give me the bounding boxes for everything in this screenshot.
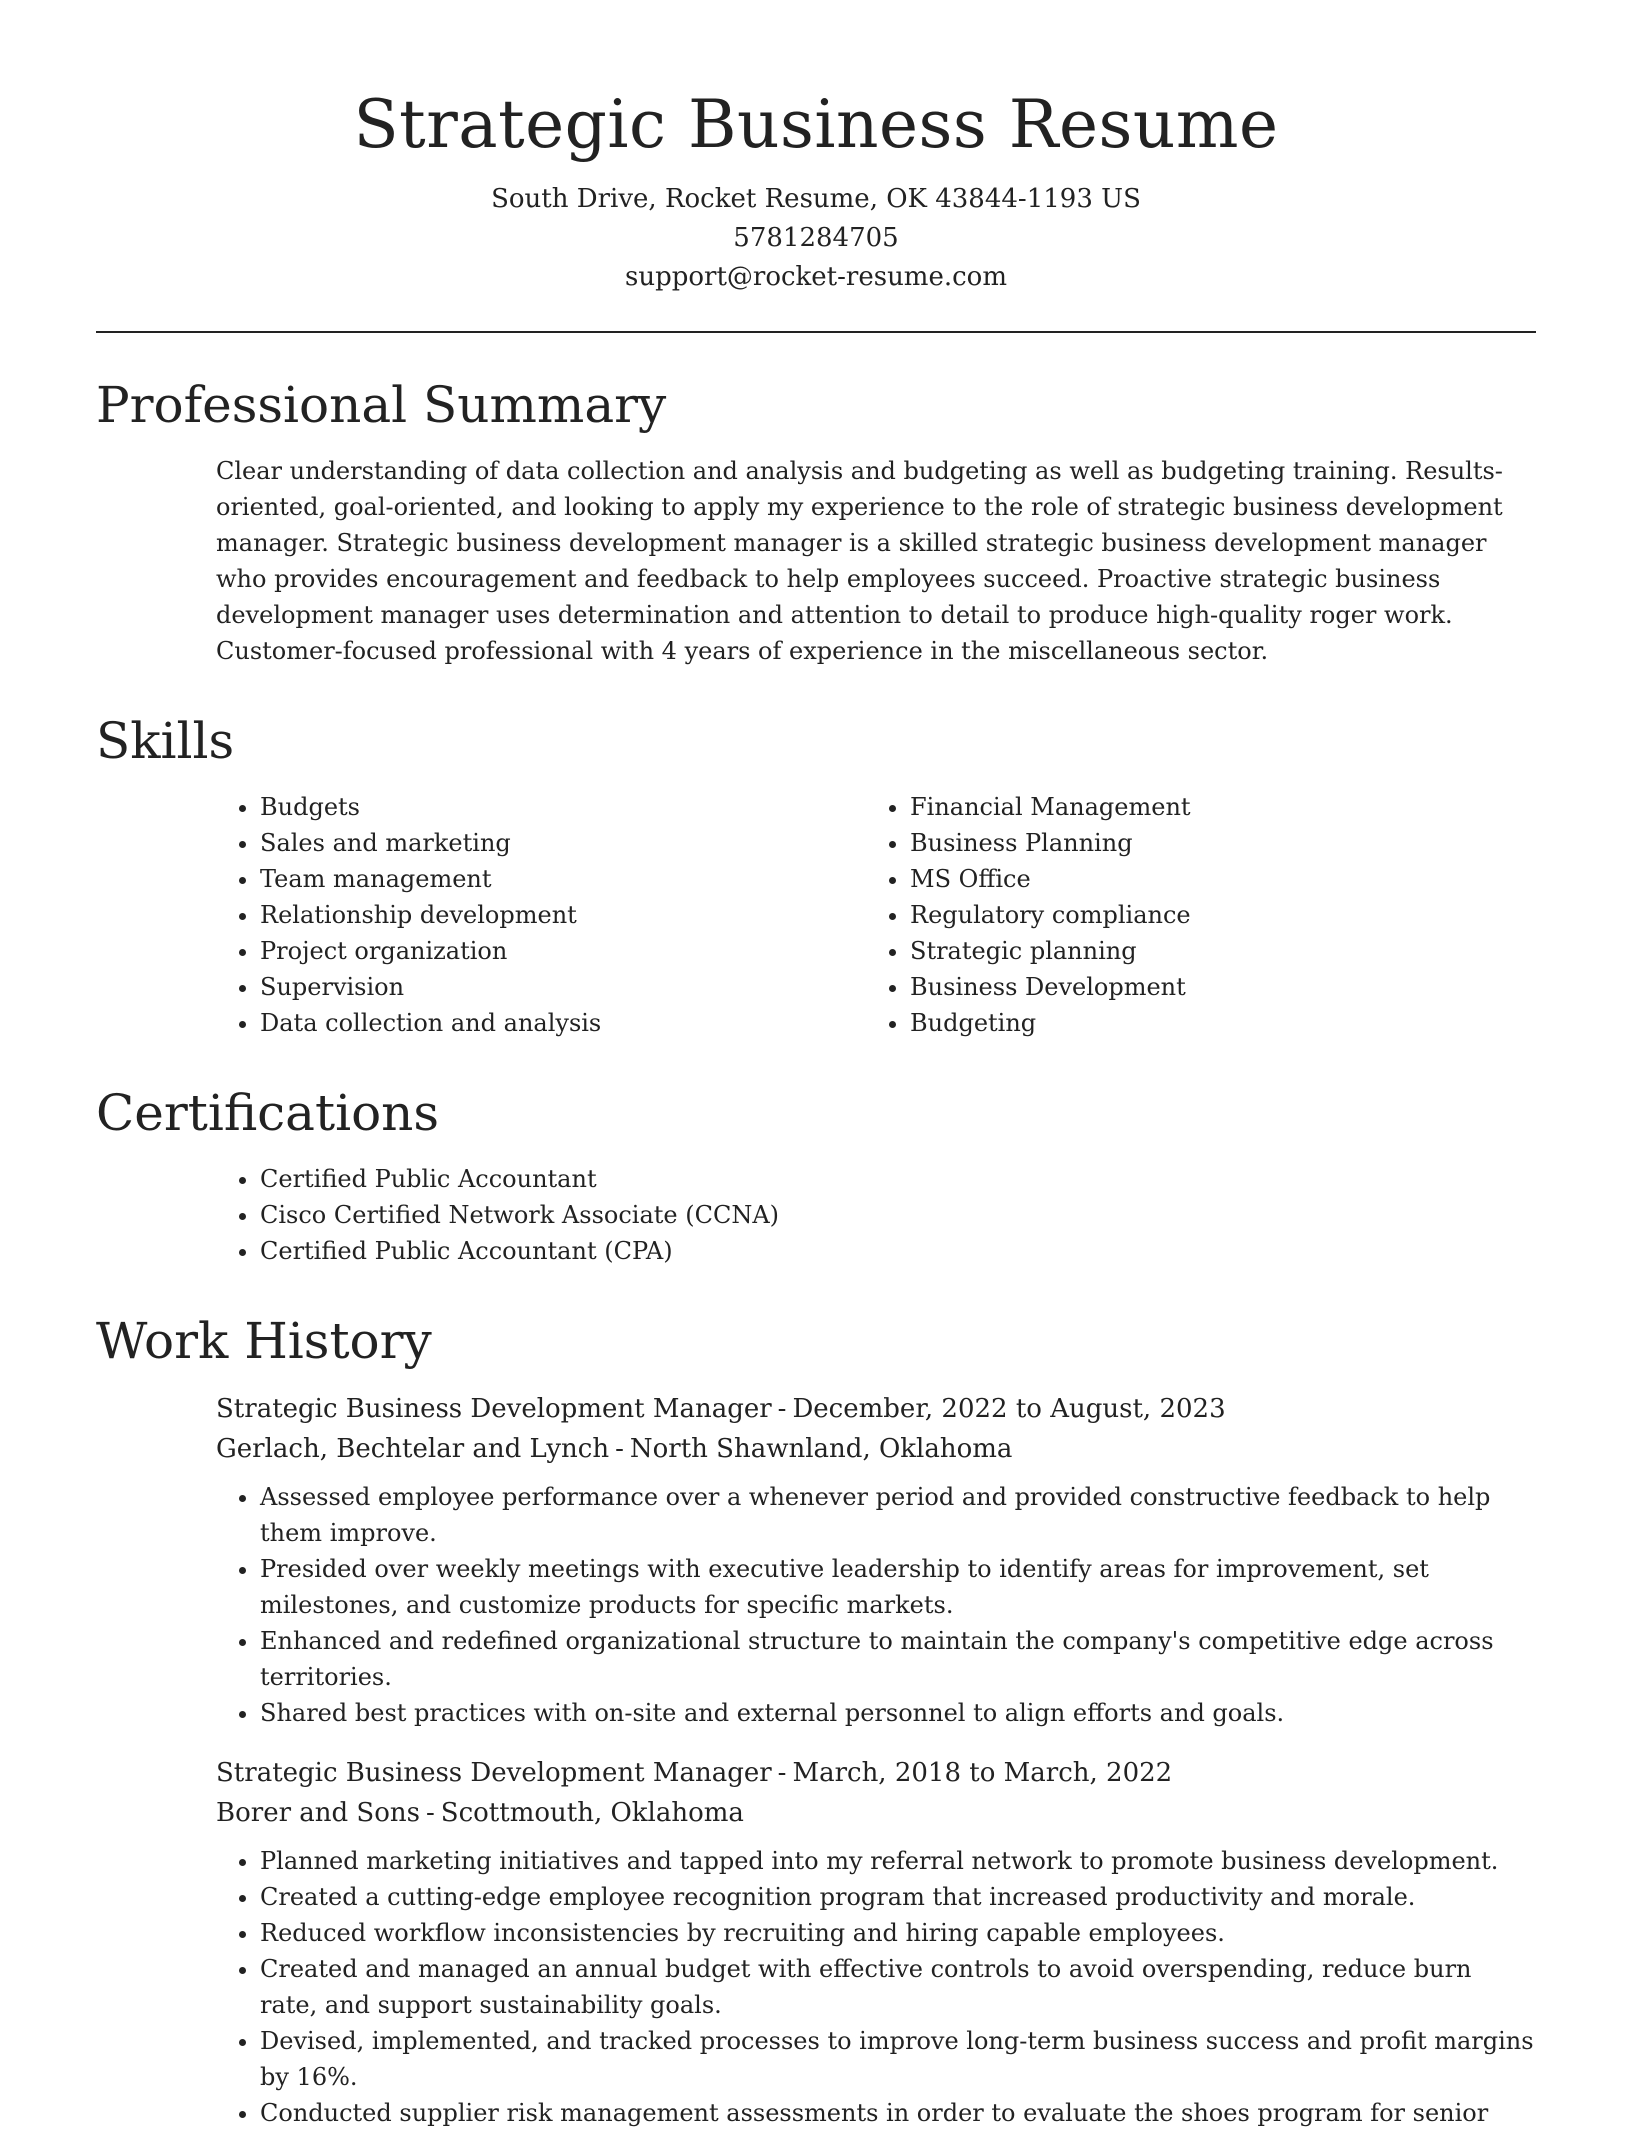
job-bullet: • Devised, implemented, and tracked processes to improve long-term business success and profit margins by 16%. <box>260 2023 1536 2095</box>
contact-phone: 5781284705 <box>733 223 899 253</box>
skill-item: • Relationship development <box>260 897 866 933</box>
skill-item: • Data collection and analysis <box>260 1005 866 1041</box>
skill-item: • Budgeting <box>910 1005 1516 1041</box>
contact-email: support@rocket-resume.com <box>624 262 1007 292</box>
job-bullet: • Created and managed an annual budget with effective controls to avoid overspending, reduce burn rate, and support sustainability goals. <box>260 1951 1536 2023</box>
contact-block <box>96 180 1536 297</box>
job-title-line <box>216 1389 1536 1429</box>
certifications-section <box>96 1083 1536 1269</box>
separator: - <box>615 1434 624 1464</box>
job-role: Strategic Business Development Manager <box>216 1758 772 1788</box>
header-divider <box>96 331 1536 333</box>
resume-header <box>96 0 1536 297</box>
job-company-line <box>216 1793 1536 1833</box>
job-company-line <box>216 1429 1536 1469</box>
work-history-section <box>96 1311 1536 2131</box>
skill-item: • Business Development <box>910 969 1516 1005</box>
work-history-heading: Work History <box>96 1312 432 1370</box>
job-bullet: • Created a cutting-edge employee recognition program that increased productivity and morale. <box>260 1879 1536 1915</box>
job-location: Scottmouth, Oklahoma <box>440 1798 744 1828</box>
job-company: Gerlach, Bechtelar and Lynch <box>216 1434 610 1464</box>
job-bullet: • Conducted supplier risk management assessments in order to evaluate the shoes program for senior <box>260 2095 1536 2131</box>
job-bullet: • Planned marketing initiatives and tapped into my referral network to promote business development. <box>260 1843 1536 1879</box>
skill-item: • Strategic planning <box>910 933 1516 969</box>
skill-item: • Financial Management <box>910 789 1516 825</box>
separator: - <box>777 1394 787 1424</box>
skills-heading: Skills <box>96 712 235 770</box>
skills-section <box>96 711 1536 1041</box>
job-title-line <box>216 1753 1536 1793</box>
skill-item: • Project organization <box>260 933 866 969</box>
skills-column-right <box>866 789 1516 1041</box>
skill-item: • Supervision <box>260 969 866 1005</box>
job-bullet: • Enhanced and redefined organizational structure to maintain the company's competitive edge across territories. <box>260 1623 1536 1695</box>
summary-text: Clear understanding of data collection and analysis and budgeting as well as budgeting training. Results-oriented, goal-oriented, and looking to apply my experience to the role of strategic business development manager. Strategic business development manager is a skilled strategic business development manager who provides encouragement and feedback to help employees succeed. Proactive strategic business development manager uses determination and attention to detail to produce high-quality roger work. Customer-focused professional with 4 years of experience in the miscellaneous sector. <box>216 457 1503 665</box>
job-entry <box>216 1753 1536 2131</box>
job-role: Strategic Business Development Manager <box>216 1394 772 1424</box>
summary-heading: Professional Summary <box>96 376 667 434</box>
separator: - <box>425 1798 435 1828</box>
job-dates: December, 2022 to August, 2023 <box>792 1394 1226 1424</box>
resume-title: Strategic Business Resume <box>353 86 1279 163</box>
skill-item: • Team management <box>260 861 866 897</box>
job-bullet: • Assessed employee performance over a whenever period and provided constructive feedback to help them improve. <box>260 1479 1536 1551</box>
skills-column-left <box>216 789 866 1041</box>
job-bullet: • Reduced workflow inconsistencies by recruiting and hiring capable employees. <box>260 1915 1536 1951</box>
skill-item: • Business Planning <box>910 825 1516 861</box>
job-bullet: • Presided over weekly meetings with executive leadership to identify areas for improvement, set milestones, and customize products for specific markets. <box>260 1551 1536 1623</box>
skill-item: • Sales and marketing <box>260 825 866 861</box>
summary-section <box>96 375 1536 669</box>
job-dates: March, 2018 to March, 2022 <box>792 1758 1173 1788</box>
certification-item: • Certified Public Accountant (CPA) <box>260 1233 1536 1269</box>
skill-item: • MS Office <box>910 861 1516 897</box>
certification-item: • Certified Public Accountant <box>260 1161 1536 1197</box>
separator: - <box>777 1758 787 1788</box>
job-location: North Shawnland, Oklahoma <box>629 1434 1013 1464</box>
job-bullet: • Shared best practices with on-site and external personnel to align efforts and goals. <box>260 1695 1536 1731</box>
job-entry <box>216 1389 1536 1731</box>
job-company: Borer and Sons <box>216 1798 420 1828</box>
skill-item: • Budgets <box>260 789 866 825</box>
skill-item: • Regulatory compliance <box>910 897 1516 933</box>
certifications-heading: Certifications <box>96 1084 440 1142</box>
contact-address: South Drive, Rocket Resume, OK 43844-1193 US <box>491 184 1141 214</box>
certification-item: • Cisco Certified Network Associate (CCNA) <box>260 1197 1536 1233</box>
